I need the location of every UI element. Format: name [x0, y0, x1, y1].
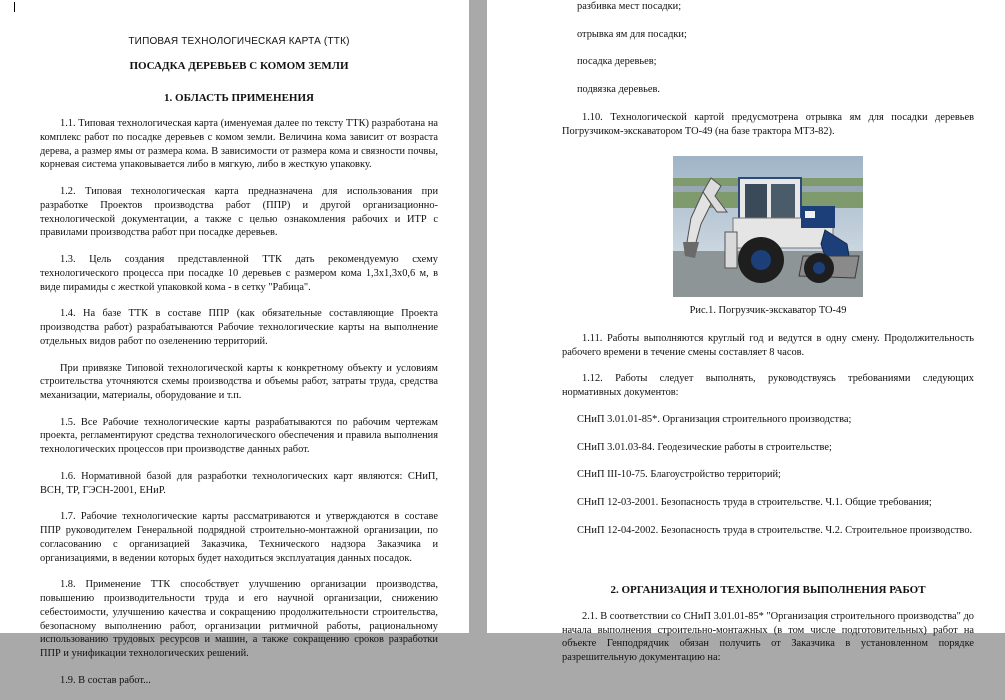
document-type-heading: ТИПОВАЯ ТЕХНОЛОГИЧЕСКАЯ КАРТА (ТТК) — [128, 36, 350, 47]
paragraph-binding-note: При привязке Типовой технологической карты к конкретному объекту и условиям строительства уточняются схемы производства и объемы работ, затраты труда, средства механизации, материалы, оборудование и т.п. — [40, 362, 438, 401]
paragraph-1-6: 1.6. Нормативной базой для разработки технологических карт являются: СНиП, ВСН, ТР, ГЭСН-2001, ЕНиР. — [40, 470, 438, 496]
paragraph-1-11: 1.11. Работы выполняются круглый год и ведутся в одну смену. Продолжительность рабочего времени в течение смены составляет 8 часов. — [562, 332, 974, 358]
text-cursor — [14, 2, 15, 12]
page-left-content — [40, 35, 438, 700]
paragraph-1-4: 1.4. На базе ТТК в составе ППР (как обязательные составляющие Проекта производства работ) разрабатываются Рабочие технологические карты на выполнение отдельных видов работ по озеленению территорий. — [40, 308, 438, 347]
figure-caption: Рис.1. Погрузчик-экскаватор ТО-49 — [689, 305, 847, 317]
paragraph-1-2: 1.2. Типовая технологическая карта предназначена для использования при разработке Проектов производства работ (ППР) и другой организационно-технологической документации, а также с целью ознакомления рабочих и ИТР с правилами производства работ при посадке деревьев. — [40, 186, 438, 239]
norm-doc-item: СНиП 12-03-2001. Безопасность труда в строительстве. Ч.1. Общие требования; — [577, 497, 932, 509]
paragraph-1-1: 1.1. Типовая технологическая карта (именуемая далее по тексту ТТК) разработана на комплекс работ по посадке деревьев с комом земли. Величина кома зависит от возраста дерева, а размер ямы от размера кома. В зависимости от размера кома и связности почвы, корневая система упаковывается либо в мягкую, либо в жесткую упаковку. — [40, 118, 438, 171]
paragraph-1-7: 1.7. Рабочие технологические карты рассматриваются и утверждаются в составе ППР руководителем Генеральной подрядной строительно-монтажной организации, по согласованию с организацией Заказчика, Технического надзора Заказчика и организациями, в ведении которых будет находиться эксплуатация данных посадок. — [40, 511, 438, 564]
paragraph-1-10: 1.10. Технологической картой предусмотрена отрывка ям для посадки деревьев Погрузчиком-экскаватором ТО-49 (на базе трактора МТЗ-82). — [562, 111, 974, 137]
section-1-heading: 1. ОБЛАСТЬ ПРИМЕНЕНИЯ — [164, 91, 314, 104]
section-spacer — [562, 551, 974, 577]
loader-excavator-photo — [673, 156, 863, 297]
work-list-item: посадка деревьев; — [577, 56, 657, 68]
norm-doc-item: СНиП 12-04-2002. Безопасность труда в строительстве. Ч.2. Строительное производство. — [577, 524, 973, 536]
section-2-heading: 2. ОРГАНИЗАЦИЯ И ТЕХНОЛОГИЯ ВЫПОЛНЕНИЯ РАБОТ — [610, 584, 926, 597]
paragraph-1-12: 1.12. Работы следует выполнять, руководствуясь требованиями следующих нормативных документов: — [562, 373, 974, 399]
document-title: ПОСАДКА ДЕРЕВЬЕВ С КОМОМ ЗЕМЛИ — [129, 60, 349, 73]
page-gap — [469, 0, 487, 633]
work-list-item: отрывка ям для посадки; — [577, 28, 687, 40]
work-list-item: разбивка мест посадки; — [577, 1, 682, 12]
work-list-item: подвязка деревьев. — [577, 84, 660, 96]
norm-doc-item: СНиП 3.01.03-84. Геодезические работы в строительстве; — [577, 441, 832, 453]
figure-loader-excavator — [562, 156, 974, 317]
paragraph-2-1: 2.1. В соответствии со СНиП 3.01.01-85* "Организация строительного производства" до начала выполнения строительно-монтажных (в том числе подготовительных) работ на объекте Генподрядчик обязан получить от Заказчика в установленном порядке разрешительную документацию на: — [562, 611, 974, 664]
paragraph-1-8: 1.8. Применение ТТК способствует улучшению организации производства, повышению производительности труда и его научной организации, снижению себестоимости, улучшению качества и сокращению продолжительности строительства, безопасному выполнению работ, организации ритмичной работы, рациональному использованию трудовых ресурсов и машин, а также сокращению сроков разработки ППР и унификации технологических решений. — [40, 579, 438, 659]
norm-doc-item: СНиП III-10-75. Благоустройство территорий; — [577, 469, 781, 481]
paragraph-1-5: 1.5. Все Рабочие технологические карты разрабатываются по рабочим чертежам проекта, регламентируют средства технологического обеспечения и правила выполнения технологических процессов при производстве данных работ. — [40, 416, 438, 456]
page-right-content — [562, 0, 974, 678]
document-page-left — [0, 0, 469, 686]
norm-doc-item: СНиП 3.01.01-85*. Организация строительного производства; — [577, 413, 852, 425]
paragraph-1-9: 1.9. В состав работ... — [60, 674, 151, 686]
paragraph-1-3: 1.3. Цель создания представленной ТТК дать рекомендуемую схему технологического процесса при посадке 10 деревьев с размером кома 1,3х1,3х0,6 м, в виде пирамиды с жесткой упаковкой кома - в сетку "Рабица". — [40, 254, 438, 293]
document-page-right — [487, 0, 1005, 664]
